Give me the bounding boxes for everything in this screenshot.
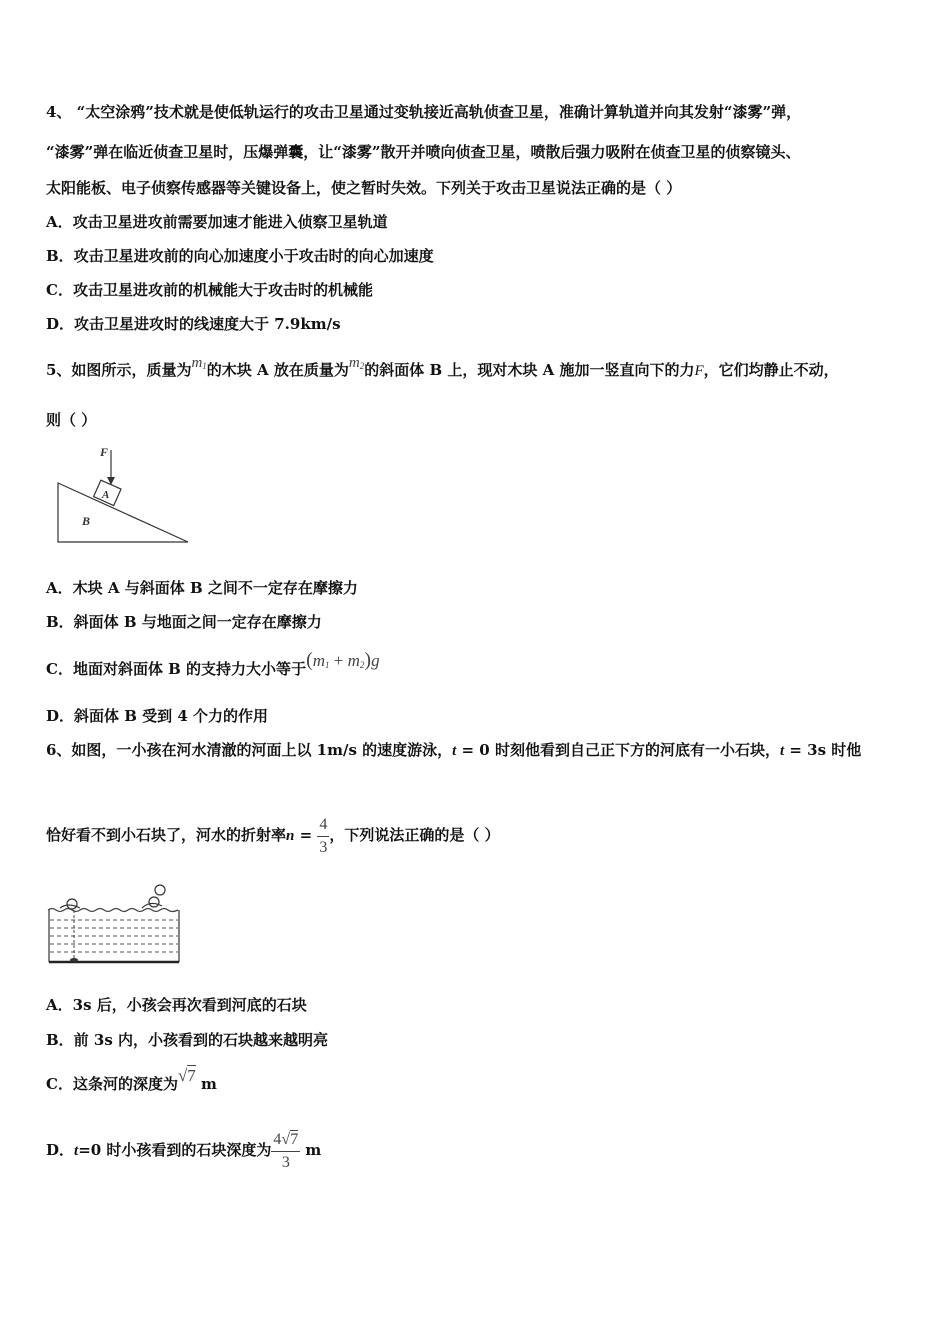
mass-m1: $m_1$ — [191, 355, 207, 371]
q5-stem-line-2: 则（ ） — [46, 411, 97, 429]
fig-label-f: F — [100, 445, 109, 459]
incline-block-b — [58, 483, 188, 542]
sqrt7: √7 — [177, 1066, 196, 1085]
q4-option-b: B．攻击卫星进攻前的向心加速度小于攻击时的向心加速度 — [46, 247, 434, 265]
q6-stem-line-1: 6、如图，一小孩在河水清澈的河面上以 1m/s 的速度游泳，t = 0 时刻他看到自己正下方的河底有一小石块，t = 3s 时他 — [46, 741, 862, 759]
q5-stem-line-1: 5、如图所示，质量为$m_1$的木块 A 放在质量为$m_2$的斜面体 B 上，现对木块 A 施加一竖直向下的力F，它们均静止不动， — [46, 355, 839, 379]
q4-option-a: A．攻击卫星进攻前需要加速才能进入侦察卫星轨道 — [46, 213, 388, 231]
fig-label-a: A — [102, 489, 110, 501]
river-figure — [46, 880, 186, 970]
q4-option-d: D．攻击卫星进攻时的线速度大于 7.9km/s — [46, 315, 341, 333]
q6-option-c: C．这条河的深度为√7 m — [46, 1066, 217, 1093]
fig-label-b: B — [82, 514, 91, 528]
q6-option-a: A．3s 后，小孩会再次看到河底的石块 — [46, 996, 307, 1014]
stone — [70, 958, 78, 962]
stone-depth-fraction: $\frac{4√7}{3}$ — [273, 1130, 299, 1171]
refractive-index-fraction: $\frac{4}{3}$ — [319, 815, 328, 856]
q4-stem-line-3: 太阳能板、电子侦察传感器等关键设备上，使之暂时失效。下列关于攻击卫星说法正确的是（ ） — [46, 179, 682, 197]
incline-figure — [50, 440, 195, 550]
q5-option-a: A．木块 A 与斜面体 B 之间不一定存在摩擦力 — [46, 579, 358, 597]
q6-option-b: B．前 3s 内，小孩看到的石块越来越明亮 — [46, 1031, 329, 1049]
swimmer-left — [60, 899, 80, 909]
q6-option-d: D．t=0 时小孩看到的石块深度为 $\frac{4√7}{3}$ m — [46, 1125, 321, 1176]
total-mass-expression: $(m_1 + m_2)g$ — [306, 649, 380, 671]
mass-m2: $m_2$ — [348, 355, 365, 371]
q4-stem-line-1: 4、 “太空涂鸦”技术就是使低轨运行的攻击卫星通过变轨接近高轨侦查卫星，准确计算轨道并向其发射“漆雾”弹， — [46, 103, 802, 121]
q5-option-d: D．斜面体 B 受到 4 个力的作用 — [46, 707, 269, 725]
q6-stem-line-2: 恰好看不到小石块了，河水的折射率n = $\frac{4}{3}$ ，下列说法正确的是（ ） — [46, 810, 500, 861]
q5-option-c: C．地面对斜面体 B 的支持力大小等于$(m_1 + m_2)g$ — [46, 649, 380, 678]
q4-stem-line-2: “漆雾”弹在临近侦查卫星时，压爆弹囊，让“漆雾”散开并喷向侦查卫星，喷散后强力吸附在侦查卫星的侦察镜头、 — [46, 143, 801, 161]
force-symbol: F — [694, 363, 704, 379]
q4-option-c: C．攻击卫星进攻前的机械能大于攻击时的机械能 — [46, 281, 373, 299]
swimmer-right — [142, 885, 165, 908]
q5-option-b: B．斜面体 B 与地面之间一定存在摩擦力 — [46, 613, 322, 631]
